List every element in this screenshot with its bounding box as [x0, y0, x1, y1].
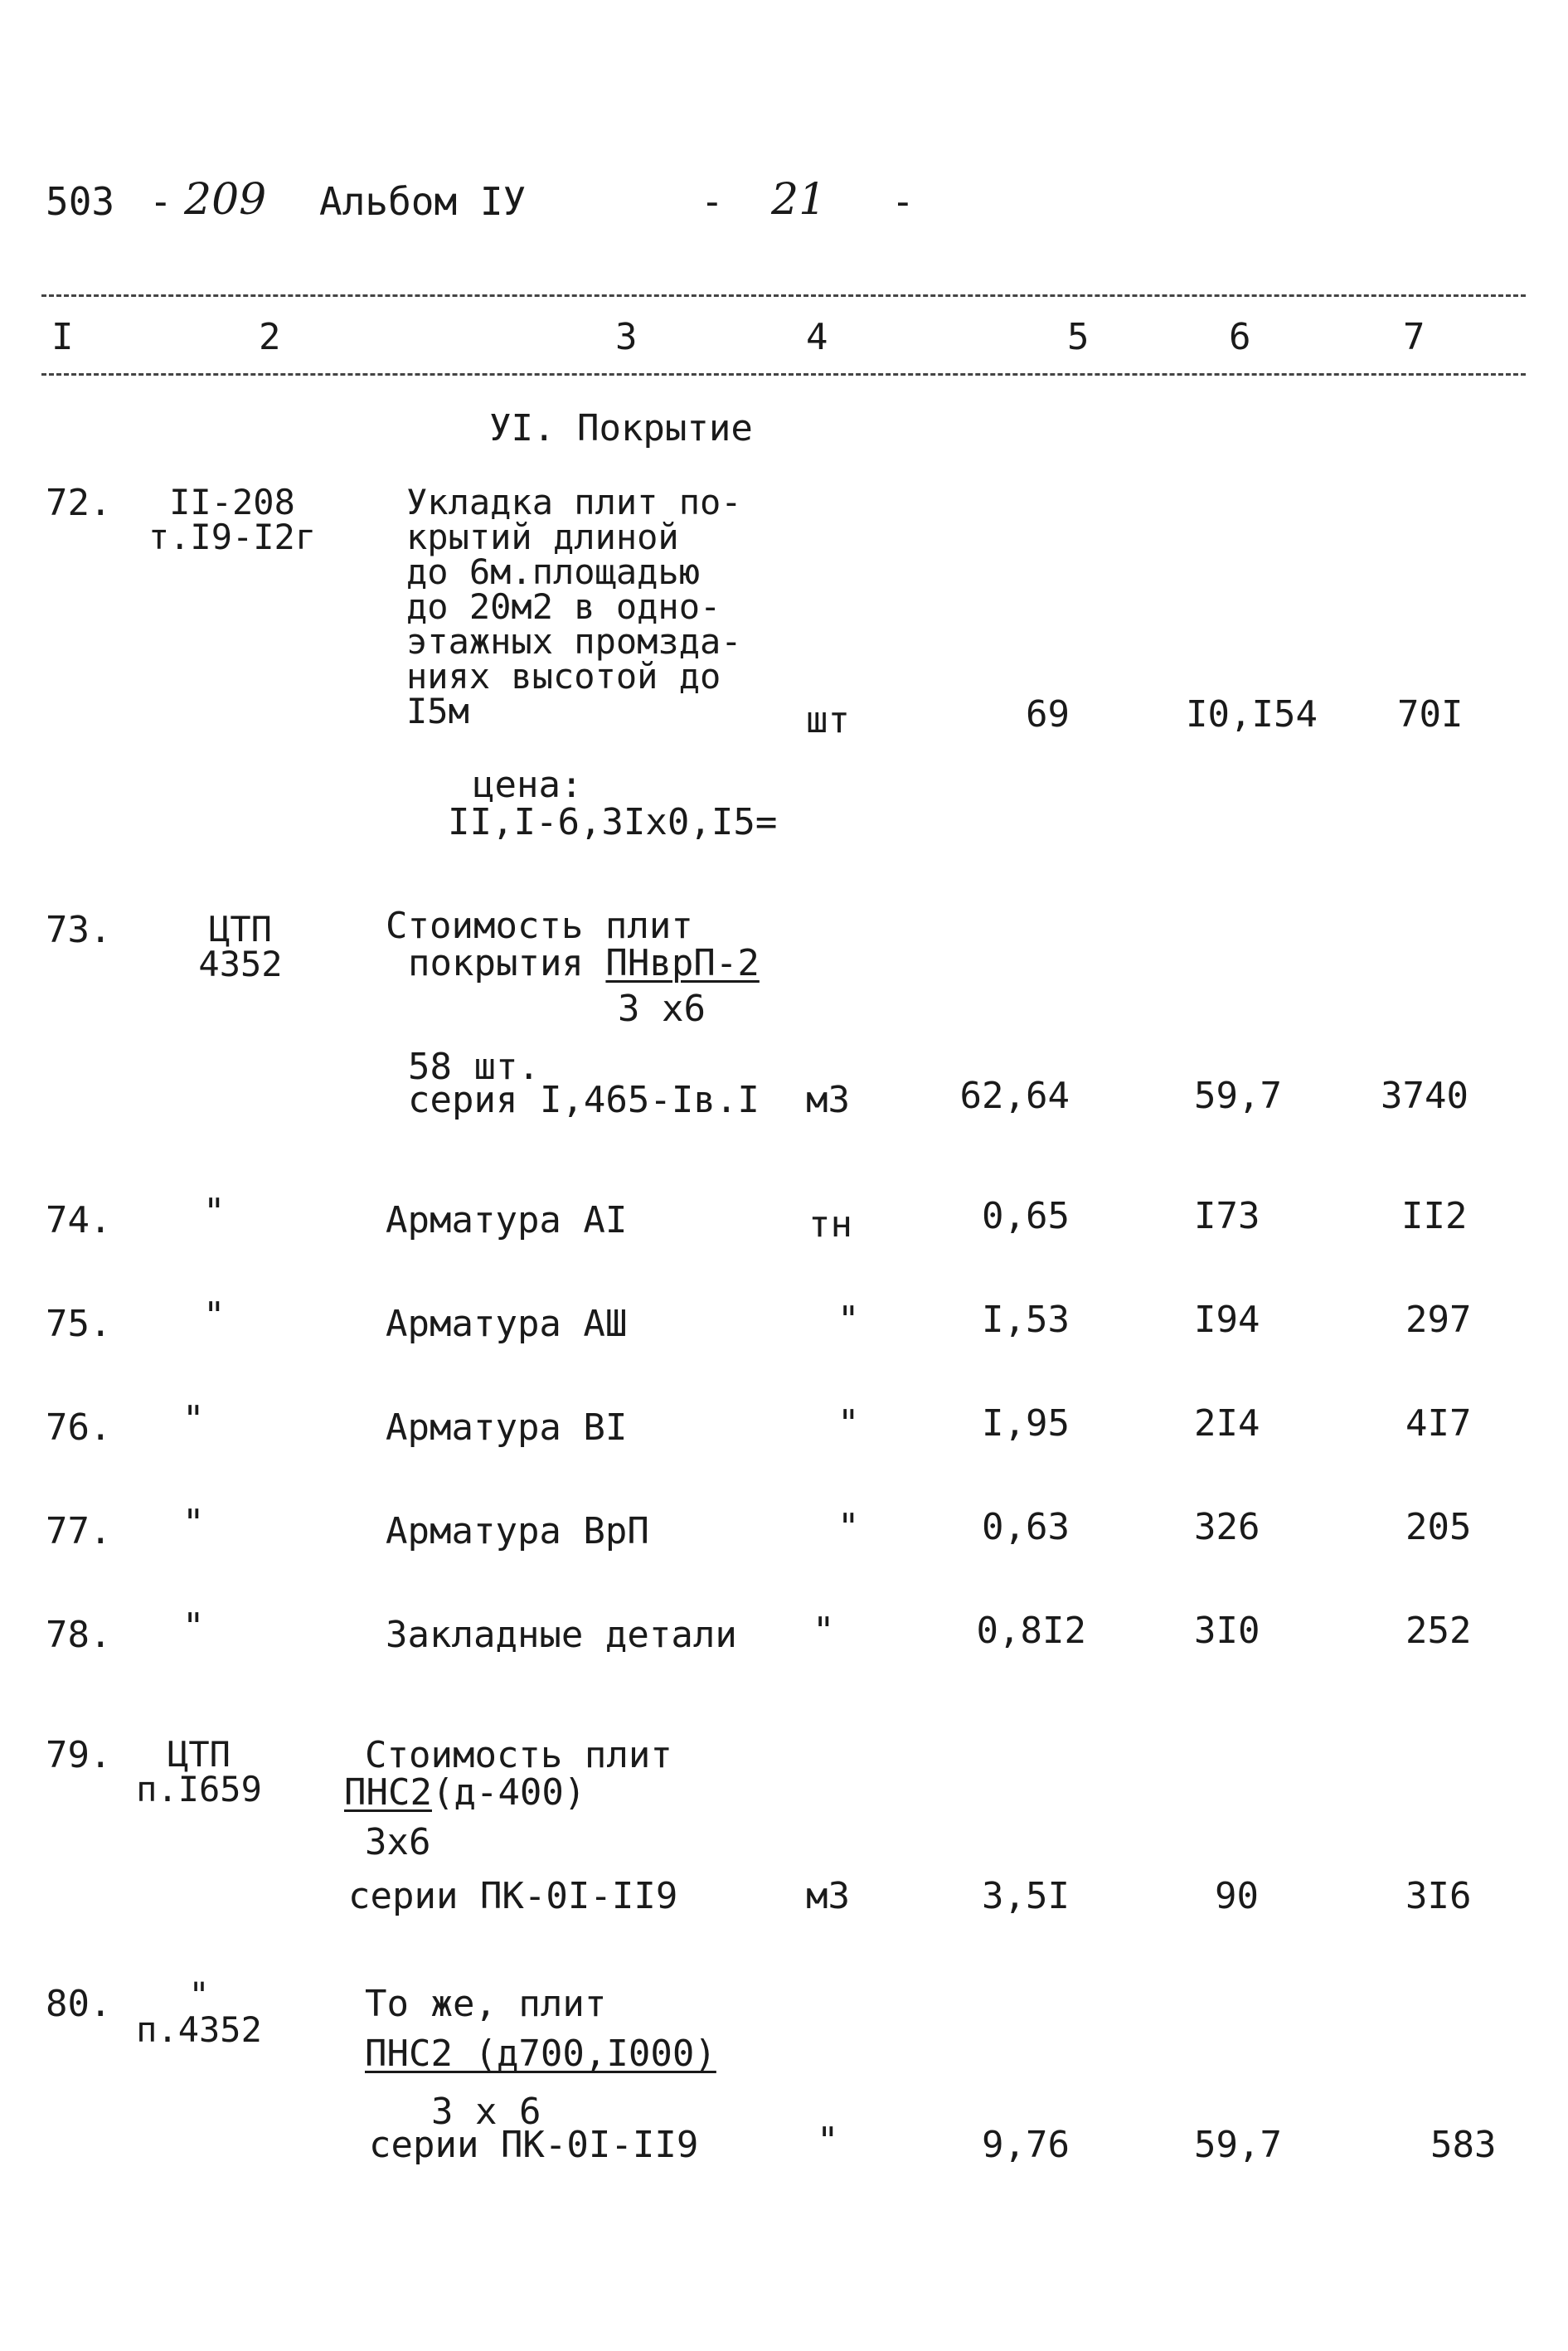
row-quantity: 0,65: [982, 1195, 1070, 1237]
product-designation: ПНврП-2: [605, 942, 760, 984]
row-total: 205: [1405, 1506, 1472, 1548]
row-unit: ": [837, 1402, 860, 1445]
album-label: Альбом IУ: [319, 179, 527, 224]
row-total: 3740: [1381, 1075, 1468, 1117]
row-description: Арматура ВрП: [386, 1510, 649, 1552]
row-reference: ЦТП 4352: [198, 909, 283, 984]
column-header-7: 7: [1403, 316, 1425, 358]
row-total: 297: [1405, 1299, 1472, 1341]
row-total: 583: [1430, 2124, 1497, 2166]
column-header-5: 5: [1067, 316, 1090, 358]
row-description: Закладные детали: [386, 1614, 737, 1656]
row-reference: ": [182, 1398, 205, 1440]
row-total: II2: [1401, 1195, 1468, 1237]
doc-number: 209: [184, 175, 267, 225]
row-description-line: Стоимость плит: [386, 905, 693, 947]
row-description-line: 3 х 6: [431, 2091, 541, 2133]
table-top-rule: [41, 294, 1526, 297]
row-reference: ": [203, 1295, 226, 1337]
row-total: 4I7: [1405, 1402, 1472, 1445]
row-unit: м3: [806, 1875, 850, 1917]
column-header-3: 3: [615, 316, 638, 358]
row-total: 252: [1405, 1610, 1472, 1652]
table-header-rule: [41, 373, 1526, 376]
row-number: 79.: [46, 1734, 112, 1776]
row-quantity: 62,64: [959, 1075, 1070, 1117]
row-description: Арматура АШ: [386, 1303, 628, 1345]
description-text: покрытия: [408, 942, 606, 984]
row-description: Укладка плит по- крытий длиной до 6м.площадью до 20м2 в одно- этажных промзда- ниях высотой до I5м: [406, 482, 742, 731]
row-quantity: 0,8I2: [976, 1610, 1086, 1652]
row-reference: ЦТП п.I659: [136, 1734, 262, 1809]
row-unit-price: I94: [1194, 1299, 1260, 1341]
header-dash: -: [701, 179, 724, 224]
page-number: 21: [771, 175, 827, 225]
row-number: 78.: [46, 1614, 112, 1656]
row-quantity: I,53: [982, 1299, 1070, 1341]
section-title: УI. Покрытие: [489, 407, 753, 449]
row-number: 77.: [46, 1510, 112, 1552]
row-description-line: [344, 1771, 586, 1814]
row-unit-price: 90: [1215, 1875, 1259, 1917]
row-unit: шт: [806, 699, 850, 741]
row-description: Арматура АI: [386, 1199, 628, 1241]
row-number: 74.: [46, 1199, 112, 1241]
row-reference: ": [182, 1502, 205, 1544]
row-description-line: 3х6: [365, 1821, 431, 1863]
row-unit-price: 326: [1194, 1506, 1260, 1548]
row-description-line: серия I,465-Iв.I: [408, 1079, 760, 1121]
row-number: 80.: [46, 1983, 112, 2025]
row-unit-price: 3I0: [1194, 1610, 1260, 1652]
row-description-line: 58 шт.: [408, 1046, 540, 1088]
row-description: Арматура ВI: [386, 1406, 628, 1449]
header-dash: -: [149, 179, 172, 224]
row-unit: м3: [806, 1079, 850, 1121]
row-unit-price: 59,7: [1194, 1075, 1282, 1117]
row-quantity: 9,76: [982, 2124, 1070, 2166]
column-header-6: 6: [1229, 316, 1251, 358]
row-number: 72.: [46, 482, 112, 524]
row-unit-price: I0,I54: [1186, 693, 1318, 736]
product-designation: ПНС2 (д700,I000): [365, 2033, 716, 2075]
row-quantity: 3,5I: [982, 1875, 1070, 1917]
row-description-line: Стоимость плит: [365, 1734, 672, 1776]
row-reference: ": [182, 1605, 205, 1648]
row-number: 75.: [46, 1303, 112, 1345]
doc-code: 503: [46, 179, 115, 224]
row-unit-price: 59,7: [1194, 2124, 1282, 2166]
column-header-2: 2: [259, 316, 281, 358]
row-quantity: 69: [1026, 693, 1070, 736]
row-reference: " п.4352: [136, 1975, 262, 2050]
row-reference: II-208 т.I9-I2г: [148, 482, 317, 557]
row-number: 73.: [46, 909, 112, 951]
row-quantity: I,95: [982, 1402, 1070, 1445]
row-unit: ": [837, 1506, 860, 1548]
row-unit: ": [813, 1610, 835, 1652]
row-number: 76.: [46, 1406, 112, 1449]
row-unit: ": [817, 2120, 839, 2162]
header-dash: -: [891, 179, 915, 224]
price-note-label: цена:: [473, 764, 583, 806]
row-total: 3I6: [1405, 1875, 1472, 1917]
row-unit-price: 2I4: [1194, 1402, 1260, 1445]
row-description-line: [365, 2033, 716, 2075]
row-reference: ": [203, 1191, 226, 1233]
price-note-formula: II,I-6,3Ix0,I5=: [448, 801, 778, 843]
row-description-line: 3 х6: [618, 988, 706, 1030]
column-header-1: I: [51, 316, 74, 358]
row-description-line: [408, 942, 760, 984]
row-unit: ": [837, 1299, 860, 1341]
description-text: (д-400): [431, 1771, 586, 1814]
row-description-line: серии ПК-0I-II9: [348, 1875, 678, 1917]
row-unit-price: I73: [1194, 1195, 1260, 1237]
row-description-line: То же, плит: [365, 1983, 607, 2025]
row-description-line: серии ПК-0I-II9: [369, 2124, 699, 2166]
column-header-4: 4: [806, 316, 828, 358]
row-unit: тн: [808, 1203, 852, 1246]
row-quantity: 0,63: [982, 1506, 1070, 1548]
row-total: 70I: [1397, 693, 1464, 736]
product-designation: ПНС2: [344, 1771, 432, 1814]
